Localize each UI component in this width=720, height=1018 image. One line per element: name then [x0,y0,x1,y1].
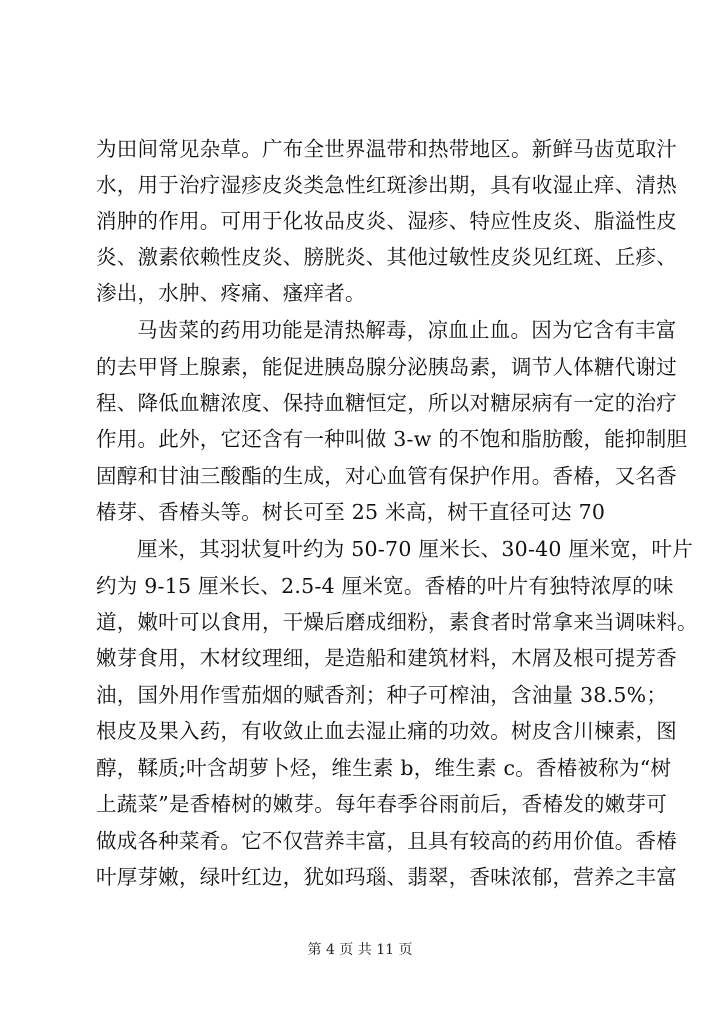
text-line-6: 马齿菜的药用功能是清热解毒，凉血止血。因为它含有丰富 [137,318,677,342]
text-line-2: 水，用于治疗湿疹皮炎类急性红斑渗出期，具有收湿止痒、清热 [96,173,677,197]
text-line-7: 的去甲肾上腺素，能促进胰岛腺分泌胰岛素，调节人体糖代谢过 [96,355,677,379]
text-line-3: 消肿的作用。可用于化妆品皮炎、湿疹、特应性皮炎、脂溢性皮 [96,209,677,233]
text-line-15: 嫩芽食用，木材纹理细，是造船和建筑材料，木屑及根可提芳香 [96,646,677,670]
text-line-8: 程、降低血糖浓度、保持血糖恒定，所以对糖尿病有一定的治疗 [96,391,677,415]
text-line-21: 叶厚芽嫩，绿叶红边，犹如玛瑙、翡翠，香味浓郁，营养之丰富 [96,865,677,889]
text-line-13: 约为 9-15 厘米长、2.5-4 厘米宽。香椿的叶片有独特浓厚的味 [96,574,674,598]
text-line-19: 上蔬菜”是香椿树的嫩芽。每年春季谷雨前后，香椿发的嫩芽可 [96,792,667,816]
text-line-11: 椿芽、香椿头等。树长可至 25 米高，树干直径可达 70 [96,500,606,524]
text-line-9: 作用。此外，它还含有一种叫做 3-w 的不饱和脂肪酸，能抑制胆 [96,427,688,451]
text-line-5: 渗出，水肿、疼痛、瘙痒者。 [96,281,366,305]
text-line-1: 为田间常见杂草。广布全世界温带和热带地区。新鲜马齿苋取汁 [96,137,677,161]
text-line-17: 根皮及果入药，有收敛止血去湿止痛的功效。树皮含川楝素，图 [96,719,677,743]
text-line-16: 油，国外用作雪茄烟的赋香剂；种子可榨油，含油量 38.5%； [96,683,668,707]
text-line-12: 厘米，其羽状复叶约为 50-70 厘米长、30-40 厘米宽，叶片 [137,537,693,561]
text-line-18: 醇，鞣质;叶含胡萝卜烃，维生素 b，维生素 c。香椿被称为“树 [96,756,672,780]
text-line-20: 做成各种菜肴。它不仅营养丰富，且具有较高的药用价值。香椿 [96,829,677,853]
text-line-4: 炎、激素依赖性皮炎、膀胱炎、其他过敏性皮炎见红斑、丘疹、 [96,245,677,269]
text-line-10: 固醇和甘油三酸酯的生成，对心血管有保护作用。香椿，又名香 [96,464,677,488]
page-number-footer: 第 4 页 共 11 页 [307,942,413,958]
text-line-14: 道，嫩叶可以食用，干燥后磨成细粉，素食者时常拿来当调味料。 [96,610,698,634]
